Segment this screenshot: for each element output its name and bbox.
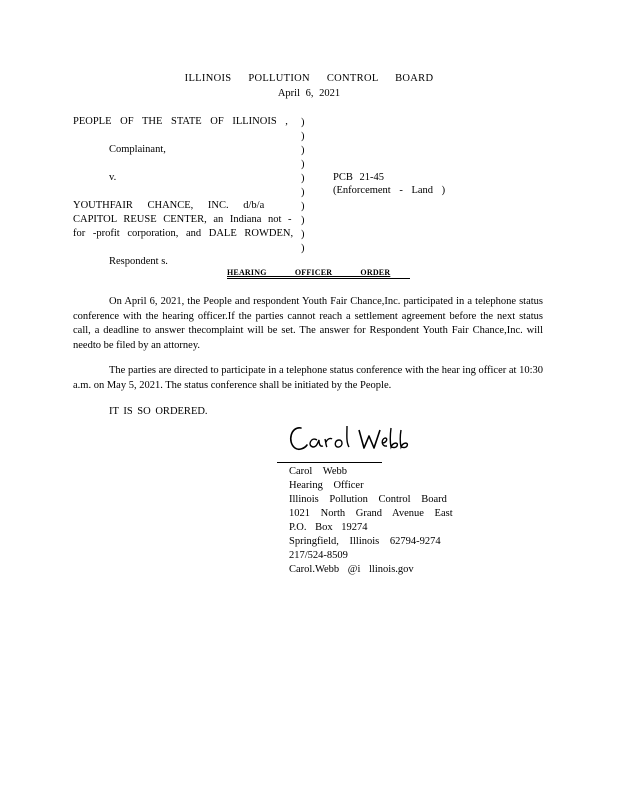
respondent-role: Respondent s.	[109, 256, 168, 267]
order-date: April 6, 2021	[277, 88, 341, 99]
paren: )	[301, 159, 305, 170]
paren: )	[301, 173, 305, 184]
paren: )	[301, 117, 305, 128]
paren: )	[301, 215, 305, 226]
case-type: (Enforcement - Land )	[333, 185, 446, 196]
order-heading: HEARING OFFICER ORDER	[227, 268, 410, 279]
order-paragraph-1: On April 6, 2021, the People and respondent Youth Fair Chance,Inc. participated in a telephone status conference with the hearing officer.If the parties cannot reach a settlement agreement before the next status call, a deadline to answer thecomplaint will be set. The answer for Respondent Youth Fair Chance,Inc. will needto be filed by an attorney.	[73, 296, 543, 351]
versus-label: v.	[109, 172, 117, 183]
respondent-line-3: for -profit corporation, and DALE ROWDEN,	[73, 228, 294, 239]
order-paragraph-2: The parties are directed to participate in a telephone status conference with the hear ing officer at 10:30 a.m. on May 5, 2021. The status conference shall be initiated by the People.	[73, 365, 543, 391]
phone-number: 217/524-8509	[289, 550, 348, 561]
signature-line	[277, 462, 382, 463]
respondent-line-2: CAPITOL REUSE CENTER, an Indiana not -	[73, 214, 292, 225]
signature-block	[289, 465, 453, 577]
po-box: P.O. Box 19274	[289, 522, 368, 533]
paren: )	[301, 131, 305, 142]
paren: )	[301, 187, 305, 198]
handwritten-signature	[287, 418, 417, 463]
email-address: Carol.Webb @i llinois.gov	[289, 564, 414, 575]
board-title: ILLINOIS POLLUTION CONTROL BOARD	[184, 73, 434, 84]
paren: )	[301, 145, 305, 156]
paren: )	[301, 229, 305, 240]
street-address: 1021 North Grand Avenue East	[289, 508, 453, 519]
paren: )	[301, 243, 305, 254]
complainant-role: Complainant,	[109, 144, 166, 155]
agency-name: Illinois Pollution Control Board	[289, 494, 447, 505]
caption-parentheses	[301, 116, 305, 256]
officer-title: Hearing Officer	[289, 480, 364, 491]
complainant-party: PEOPLE OF THE STATE OF ILLINOIS ,	[73, 116, 288, 127]
closing-statement: IT IS SO ORDERED.	[109, 406, 208, 417]
case-number: PCB 21-45	[333, 172, 384, 183]
paren: )	[301, 201, 305, 212]
officer-name: Carol Webb	[289, 466, 347, 477]
respondent-line-1: YOUTHFAIR CHANCE, INC. d/b/a	[73, 200, 265, 211]
city-state-zip: Springfield, Illinois 62794-9274	[289, 536, 441, 547]
